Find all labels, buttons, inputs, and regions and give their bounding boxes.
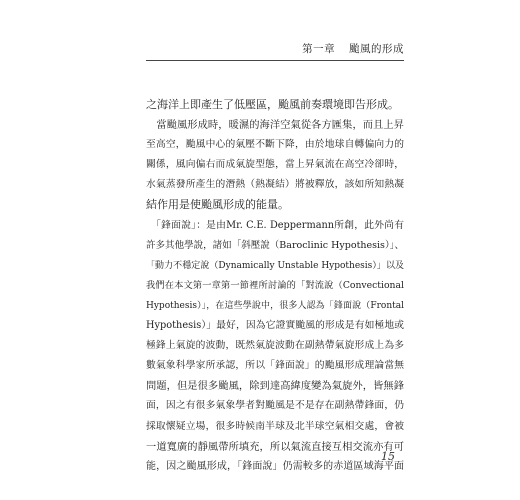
text-line: 數氣象科學家所承認，所以「鋒面說」的颱風形成理論當無 xyxy=(146,360,404,372)
text-line: 採取懷疑立場，很多時候南半球及北半球空氣相交處，會被 xyxy=(146,420,404,432)
header-divider xyxy=(146,60,404,61)
chapter-label: 第一章 xyxy=(302,43,336,55)
body-text xyxy=(146,95,404,477)
running-header xyxy=(302,41,404,56)
text-line: 面，因之有很多氣象學者對颱風是不是存在副熱帶鋒面，仍 xyxy=(146,400,404,412)
text-line: 至高空，颱風中心的氣壓不斷下降，由於地球自轉偏向力的 xyxy=(146,139,404,151)
text-line: 當颱風形成時，暖濕的海洋空氣從各方匯集，而且上昇 xyxy=(146,119,404,132)
text-line: 許多其他學說，諸如「斜壓說（Baroclinic Hypothesis）」、 xyxy=(146,239,404,251)
text-line: 極鋒上氣旋的波動，既然氣旋波動在副熱帶氣旋形成上為多 xyxy=(146,340,404,352)
text-line: 結作用是使颱風形成的能量。 xyxy=(146,198,289,212)
page-number: 15 xyxy=(381,450,395,463)
text-line: 之海洋上即產生了低壓區，颱風前奏環境即告形成。 xyxy=(146,98,399,111)
text-line: 一道寬廣的靜風帶所填充，所以氣流直接互相交流亦有可 xyxy=(146,440,404,453)
text-line: 「動力不穩定說（Dynamically Unstable Hypothesis）」以及 xyxy=(146,260,404,271)
text-line: 問題，但是很多颱風，除到達高緯度變為氣旋外，皆無鋒 xyxy=(146,380,404,393)
text-line: 能，因之颱風形成，「鋒面說」仍需較多的赤道區域海平面 xyxy=(146,460,404,472)
text-line: 「鋒面說」：是由Mr. C.E. Deppermann所創，此外尚有 xyxy=(146,219,404,231)
text-line: 我們在本文第一章第一節裡所討論的「對流說（Convectional xyxy=(146,279,404,291)
text-line: Hypothesis）」，在這些學說中，很多人認為「鋒面說（Frontal xyxy=(146,300,404,311)
text-line: 關係，風向偏右而成氣旋型態，當上昇氣流在高空冷卻時， xyxy=(146,159,404,171)
chapter-title: 颱風的形成 xyxy=(349,43,404,55)
text-line: Hypothesis）」最好，因為它證實颱風的形成是有如極地或 xyxy=(146,320,404,332)
text-line: 水氣蒸發所產生的潛熱（熱凝結）將被釋放，該如所知熱凝 xyxy=(146,179,404,191)
